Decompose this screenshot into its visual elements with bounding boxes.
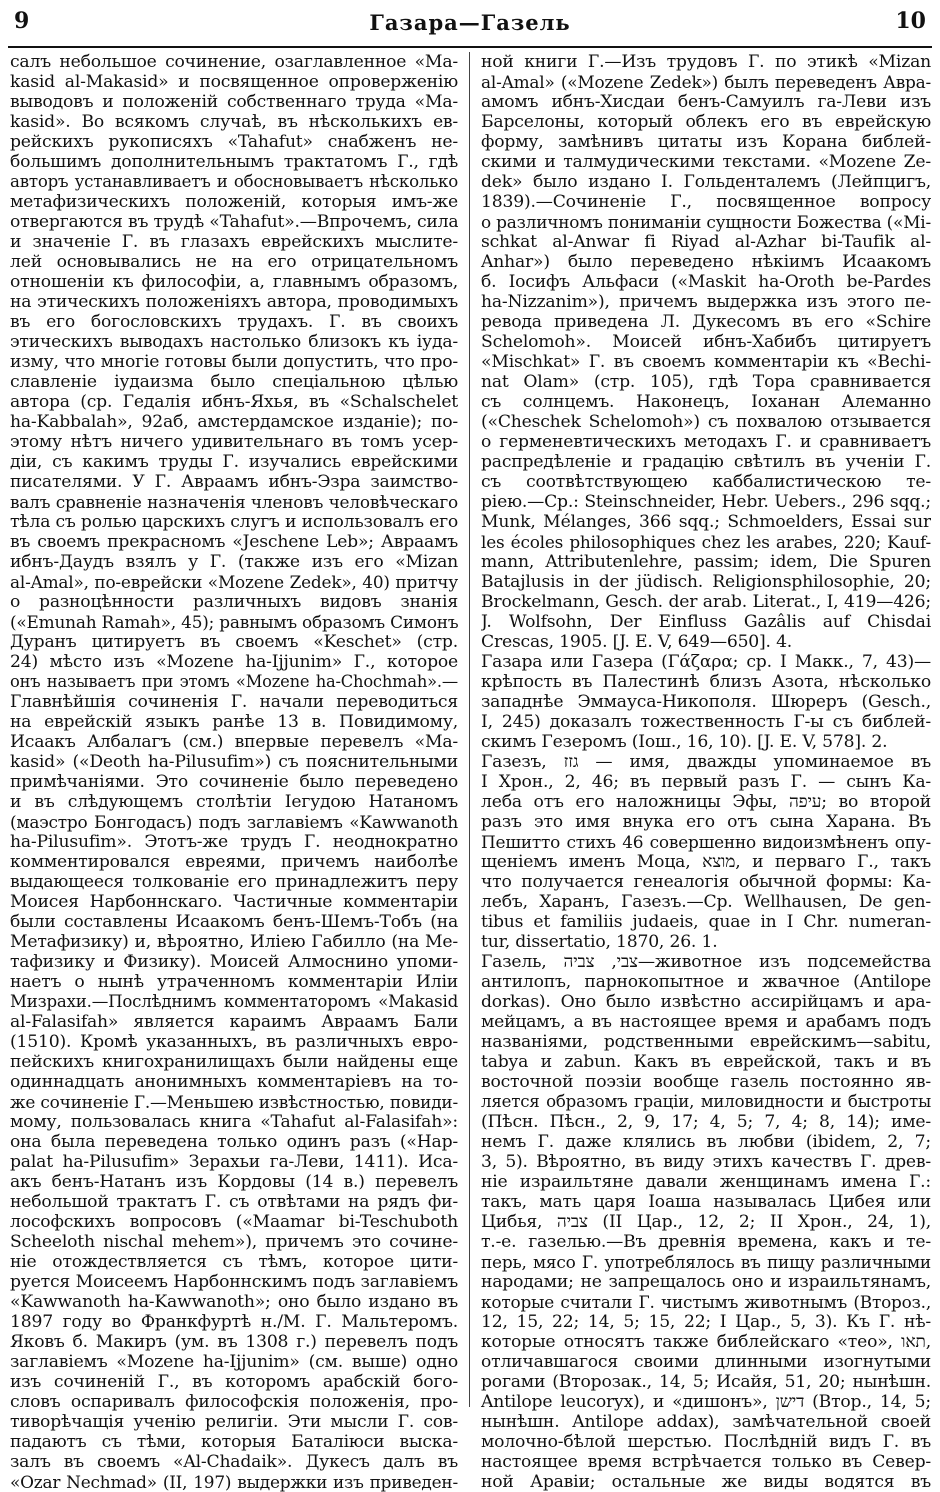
text-line: б. Іосифъ Альфаси («Maskit ha-Oroth be-Pardes [481, 272, 931, 292]
text-line: tur, dissertatio, 1870, 26. 1. [481, 932, 718, 952]
text-line: большимъ дополнительнымъ трактатомъ Г., гдѣ [10, 152, 458, 172]
right-column [481, 52, 931, 1492]
text-line: ha-Pilusufim». Этотъ-же трудъ Г. неоднократно [10, 832, 458, 852]
text-line: Munk, Mélanges, 366 sqq.; Schmoelders, Essai sur [481, 512, 931, 532]
text-line: al-Amal», по-еврейски «Mozene Zedek», 40) притчу [10, 572, 458, 592]
text-line: падаютъ съ тѣми, которыя Баталіюси выска- [10, 1432, 458, 1452]
text-line: на этическихъ положеніяхъ автора, проводимыхъ [10, 292, 458, 312]
text-line: она была переведена только одинъ разъ («Hap- [10, 1132, 458, 1152]
text-line: Газезъ, גזז — имя, дважды упоминаемое въ [481, 752, 931, 772]
text-line: такъ, мать царя Іоаша называлась Цибея или [481, 1192, 931, 1212]
text-line: Цибья, צביה (II Цар., 12, 2; II Хрон., 24, 1), [481, 1212, 931, 1232]
text-line: отличавшагося своими длинными изогнутыми [481, 1352, 931, 1372]
text-line: Пешитто стихъ 46 совершенно видоизмѣненъ опу- [481, 832, 931, 852]
text-line: Мизрахи.—Послѣднимъ комментаторомъ «Makasid [10, 992, 458, 1011]
text-line: Anhar») было переведено нѣкіимъ Исаакомъ [481, 252, 931, 272]
text-line: «Kawwanoth ha-Kawwanoth»; оно было издано въ [10, 1292, 458, 1312]
text-line: Batajlusis in der jüdisch. Religionsphilosophie, 20; [481, 572, 931, 592]
text-line: рогами (Второзак., 14, 5; Исайя, 51, 20; нынѣшн. [481, 1372, 931, 1392]
text-line: Schelomoh». Моисей ибнъ-Хабибъ цитируетъ [481, 332, 931, 352]
text-line: щеніемъ именъ Моца, מוצא, и перваго Г., такъ [481, 852, 931, 872]
text-line: (1510). Кромѣ указанныхъ, въ различныхъ евро- [10, 1032, 458, 1052]
text-line: ніе отождествляется съ тѣмъ, которое цити- [10, 1252, 458, 1272]
text-line: въ своемъ прекрасномъ «Jeschene Leb»; Авраамъ [10, 532, 458, 552]
text-line: которые считали Г. чистымъ животнымъ (Второз., [481, 1292, 931, 1312]
text-line: пейскихъ книгохранилищахъ были найдены еще [10, 1052, 458, 1072]
text-line: мому, пользовалась книга «Tahafut al-Falasifah»: [10, 1112, 458, 1132]
text-line: небольшой трактатъ Г. съ отвѣтами на рядъ фи- [10, 1192, 458, 1212]
text-line: заглавіемъ «Mozene ha-Ijjunim» (см. выше) одно [10, 1352, 458, 1372]
text-line: ибнъ-Даудъ взялъ у Г. (также изъ его «Mizan [10, 552, 458, 572]
text-line: славленіе іудаизма было спеціальною цѣлью [10, 372, 458, 392]
text-line: 1839).—Сочиненіе Г., посвященное вопросу [481, 192, 931, 212]
text-line: же сочиненіе Г.—Меньшею извѣстностью, повиди- [10, 1092, 458, 1112]
text-line: Crescas, 1905. [J. E. V, 649—650]. 4. [481, 632, 793, 652]
text-line: schkat al-Anwar fi Riyad al-Azhar bi-Taufik al- [481, 232, 931, 252]
text-line: лебъ, Харанъ, Газезъ.—Ср. Wellhausen, De gen- [481, 892, 931, 912]
text-line: западнѣе Эммауса-Никополя. Шюреръ (Gesch., [481, 692, 931, 712]
text-line: были составлены Исаакомъ бенъ-Шемъ-Тобъ (на [10, 912, 458, 932]
text-line: т.-е. газелью.—Въ древнія времена, какъ и те- [481, 1232, 931, 1252]
text-line: J. Wolfsohn, Der Einfluss Gazâlis auf Chisdai [481, 612, 931, 632]
text-line: съ солнцемъ. Наконецъ, Іоханан Алеманно [481, 392, 931, 412]
text-line: о герменевтическихъ методахъ Г. и сравниваетъ [481, 432, 931, 452]
column-divider [469, 52, 470, 1407]
text-line: разъ это имя внука его отъ сына Харана. Въ [481, 812, 931, 832]
text-line: Дуранъ цитируетъ въ своемъ «Keschet» (стр. [10, 632, 458, 652]
text-line: авторъ устанавливаетъ и обосновываетъ нѣсколько [10, 172, 458, 191]
text-line: распредѣленіе и градацію свѣтилъ въ ученіи Г. [481, 452, 931, 472]
text-line: съ соотвѣтствующею каббалистическою те- [481, 472, 931, 492]
text-line: писателями. У Г. Авраамъ ибнъ-Эзра заимство- [10, 472, 458, 492]
text-line: антилопъ, парнокопытное и жвачное (Antilope [481, 972, 931, 992]
text-line: ha-Kabbalah», 92аб, амстердамское изданіе); по- [10, 412, 458, 432]
text-line: (маэстро Бонгодасъ) подъ заглавіемъ «Kawwanoth [10, 812, 458, 832]
page-number-right: 10 [895, 8, 926, 34]
text-line: о разноцѣнности различныхъ видовъ знанія [10, 592, 458, 612]
text-line: тафизику и Физику). Моисей Алмоснино упоми- [10, 952, 458, 972]
text-line: Brockelmann, Gesch. der arab. Literat., I, 419—426; [481, 592, 931, 612]
text-line: скими и талмудическими текстами. «Mozene Ze- [481, 152, 931, 172]
text-line: наетъ о нынѣ утраченномъ комментаріи Иліи [10, 972, 458, 992]
text-line: ha-Nizzanim»), причемъ выдержка изъ этого пе- [481, 292, 931, 312]
text-line: выдающееся толкованіе его принадлежитъ перу [10, 872, 458, 892]
text-line: крѣпость въ Палестинѣ близъ Азота, нѣсколько [481, 672, 931, 692]
text-line: этическихъ выводахъ настолько близокъ къ іуда- [10, 332, 458, 352]
text-line: 24) мѣсто изъ «Mozene ha-Ijjunim» Г., которое [10, 652, 458, 672]
text-line: Метафизику) и, вѣроятно, Иліею Габилло (на Ме- [10, 932, 458, 952]
text-line: молочно-бѣлой шерстью. Послѣдній видъ Г. въ [481, 1432, 931, 1452]
text-line: метафизическихъ положеній, которыя имъ-же [10, 192, 458, 212]
text-line: автора (ср. Гедалія ибнъ-Яхья, въ «Schalschelet [10, 392, 458, 412]
text-line: форму, замѣнивъ цитаты изъ Корана библей- [481, 132, 931, 152]
text-line: на еврейскій языкъ ранѣе 13 в. Повидимому, [10, 712, 458, 732]
text-line: словъ оспаривалъ философскія положенія, про- [10, 1392, 458, 1412]
text-line: лей основывались не на его отрицательномъ [10, 252, 458, 272]
text-line: валъ сравненіе назначенія членовъ человѣческаго [10, 492, 458, 512]
left-column [10, 52, 458, 1492]
text-line: что получается генеалогія обычной формы: Ка- [481, 872, 931, 892]
text-line: леба отъ его наложницы Эфы, עיפה; во второй [481, 792, 931, 812]
text-line: 12, 15, 22; 14, 5; 15, 22; I Цар., 5, 3). Къ Г. нѣ- [481, 1312, 931, 1332]
text-line: и значеніе Г. въ глазахъ еврейскихъ мыслите- [10, 232, 458, 252]
text-line: kasid». Во всякомъ случаѣ, въ нѣсколькихъ ев- [10, 112, 458, 132]
text-line: al-Falasifah» является караимъ Авраамъ Бали [10, 1012, 458, 1032]
text-line: которые относятъ также библейскаго «тео», תאו, [481, 1332, 931, 1352]
text-line: Газара или Газера (Γάζαρα; ср. I Макк., 7, 43)— [481, 652, 931, 672]
text-line: нынѣшн. Antilope addax), замѣчательной своей [481, 1412, 931, 1432]
text-line: tabya и zabun. Какъ въ еврейской, такъ и въ [481, 1052, 931, 1072]
text-line: залъ въ своемъ «Al-Chadaik». Дукесъ далъ въ [10, 1452, 458, 1472]
page-header [14, 8, 926, 48]
text-line: выводовъ и положеній собственнаго труда «Ma- [10, 92, 458, 112]
text-line: Главнѣйшія сочиненія Г. начали переводиться [10, 692, 458, 712]
text-line: 1897 году во Франкфуртѣ н./М. Г. Мальтеромъ. [10, 1312, 458, 1332]
text-line: ляется образомъ граціи, миловидности и быстроты [481, 1092, 931, 1111]
text-line: 3, 5). Вѣроятно, въ виду этихъ качествъ Г. древ- [481, 1152, 931, 1172]
text-line: tibus et familiis judaeis, quae in I Chr. numeran- [481, 912, 931, 932]
text-line: dek» было издано І. Гольденталемъ (Лейпцигъ, [481, 172, 931, 192]
text-line: салъ небольшое сочинение, озаглавленное «Ma- [10, 52, 458, 72]
text-line: тиворѣчащія ученію религіи. Эти мысли Г. сов- [10, 1412, 458, 1432]
text-line: ріею.—Ср.: Steinschneider, Hebr. Uebers., 296 sqq.; [481, 492, 931, 512]
text-line: амомъ ибнъ-Хисдаи бенъ-Самуилъ га-Леви изъ [481, 92, 931, 112]
text-line: изму, что многіе готовы были допустить, что про- [10, 352, 458, 372]
text-line: восточной поэзіи вообще газель постоянно яв- [481, 1072, 931, 1092]
text-line: мейцамъ, а въ настоящее время и арабамъ подъ [481, 1012, 931, 1032]
text-line: скимъ Гезеромъ (Іош., 16, 10). [J. E. V, 578]. 2. [481, 732, 888, 752]
text-line: въ его богословскихъ трудахъ. Г. въ своихъ [10, 312, 458, 332]
text-line: названіями, родственными еврейскимъ—sabitu, [481, 1032, 931, 1052]
text-line: al-Amal» («Mozene Zedek») былъ переведенъ Авра- [481, 72, 931, 92]
text-line: Яковъ б. Макиръ (ум. въ 1308 г.) перевелъ подъ [10, 1332, 458, 1352]
text-line: ной Аравіи; остальные же виды водятся въ [481, 1472, 931, 1492]
text-line: перь, мясо Г. употреблялось въ пищу различными [481, 1252, 931, 1272]
text-line: примѣчаніями. Это сочиненіе было переведено [10, 772, 458, 792]
text-line: les écoles philosophiques chez les arabes, 220; Kauf- [481, 532, 931, 552]
page-title: Газара—Газель [369, 10, 571, 35]
text-line: palat ha-Pilusufim» Зерахьи га-Леви, 1411). Иса- [10, 1152, 458, 1172]
text-line: одиннадцать анонимныхъ комментаріевъ на то- [10, 1072, 458, 1092]
text-line: этому нѣтъ ничего удивительнаго въ томъ усер- [10, 432, 458, 452]
text-line: комментировался евреями, причемъ наиболѣе [10, 852, 458, 872]
text-line: dorkas). Оно было извѣстно ассирійцамъ и ара- [481, 992, 931, 1012]
text-line: «Mischkat» Г. въ своемъ комментаріи къ «Bechi- [481, 352, 931, 372]
text-line: тѣла съ ролью царскихъ слугъ и использовалъ его [10, 512, 458, 532]
text-line: kasid» («Deoth ha-Pilusufim») съ пояснительными [10, 752, 458, 772]
text-line: «Ozar Nechmad» (II, 197) выдержки изъ приведен- [10, 1472, 458, 1492]
text-line: и въ слѣдующемъ столѣтіи Іегудою Натаномъ [10, 792, 458, 812]
text-line: отношеніи къ философіи, а, главнымъ образомъ, [10, 272, 458, 292]
text-line: ревода приведена Л. Дукесомъ въ его «Schire [481, 312, 931, 332]
text-line: (Пѣсн. Пѣсн., 2, 9, 17; 4, 5; 7, 4; 8, 14); име- [481, 1112, 931, 1132]
text-line: («Cheschek Schelomoh») съ похвалою отзывается [481, 412, 931, 432]
text-line: рейскихъ рукописяхъ «Tahafut» снабженъ не- [10, 132, 458, 152]
text-line: Scheeloth nischal mehem»), причемъ это сочине- [10, 1232, 458, 1252]
text-line: руется Моисеемъ Нарбоннскимъ подъ заглавіемъ [10, 1272, 458, 1292]
text-line: ніе израильтяне давали женщинамъ имена Г.: [481, 1172, 931, 1192]
text-line: лософскихъ вопросовъ («Maamar bi-Teschuboth [10, 1212, 458, 1232]
text-line: Газель, צבי, צביה—животное изъ подсемейства [481, 952, 931, 972]
text-line: («Emunah Ramah», 45); равнымъ образомъ Симонъ [10, 612, 458, 632]
text-line: nat Olam» (стр. 105), гдѣ Тора сравнивается [481, 372, 931, 392]
text-line: Барселоны, который облекъ его въ еврейскую [481, 112, 931, 132]
text-line: онъ называетъ при этомъ «Mozene ha-Chochmah».— [10, 672, 458, 691]
text-line: отвергаются въ трудѣ «Tahafut».—Впрочемъ, сила [10, 212, 458, 232]
page-number-left: 9 [14, 8, 30, 34]
header-rule [8, 46, 932, 48]
text-line: настоящее время встрѣчается только въ Север- [481, 1452, 931, 1472]
text-line: Моисея Нарбоннскаго. Частичные комментаріи [10, 892, 458, 912]
text-line: акъ бенъ-Натанъ изъ Кордовы (14 в.) перевелъ [10, 1172, 458, 1192]
text-line: о различномъ пониманіи сущности Божества («Mi- [481, 212, 931, 232]
text-line: Исаакъ Албалагъ (см.) впервые перевелъ «Ma- [10, 732, 458, 752]
text-line: изъ сочиненій Г., въ которомъ арабскій бого- [10, 1372, 458, 1392]
text-line: ной книги Г.—Изъ трудовъ Г. по этикѣ «Mizan [481, 52, 931, 72]
text-line: Antilope leucoryx), и «дишонъ», דישן (Втор., 14, 5; [481, 1392, 931, 1412]
text-line: діи, съ какимъ труды Г. изучались еврейскими [10, 452, 458, 472]
text-line: I, 245) доказалъ тожественность Г-ы съ библей- [481, 712, 931, 732]
text-line: kasid al-Makasid» и посвященное опроверженію [10, 72, 458, 92]
text-line: немъ Г. даже клялись въ любви (ibidem, 2, 7; [481, 1132, 931, 1152]
text-line: I Хрон., 2, 46; въ первый разъ Г. — сынъ Ка- [481, 772, 931, 792]
text-line: mann, Attributenlehre, passim; idem, Die Spuren [481, 552, 931, 572]
text-line: народами; не запрещалось оно и израильтянамъ, [481, 1272, 931, 1292]
